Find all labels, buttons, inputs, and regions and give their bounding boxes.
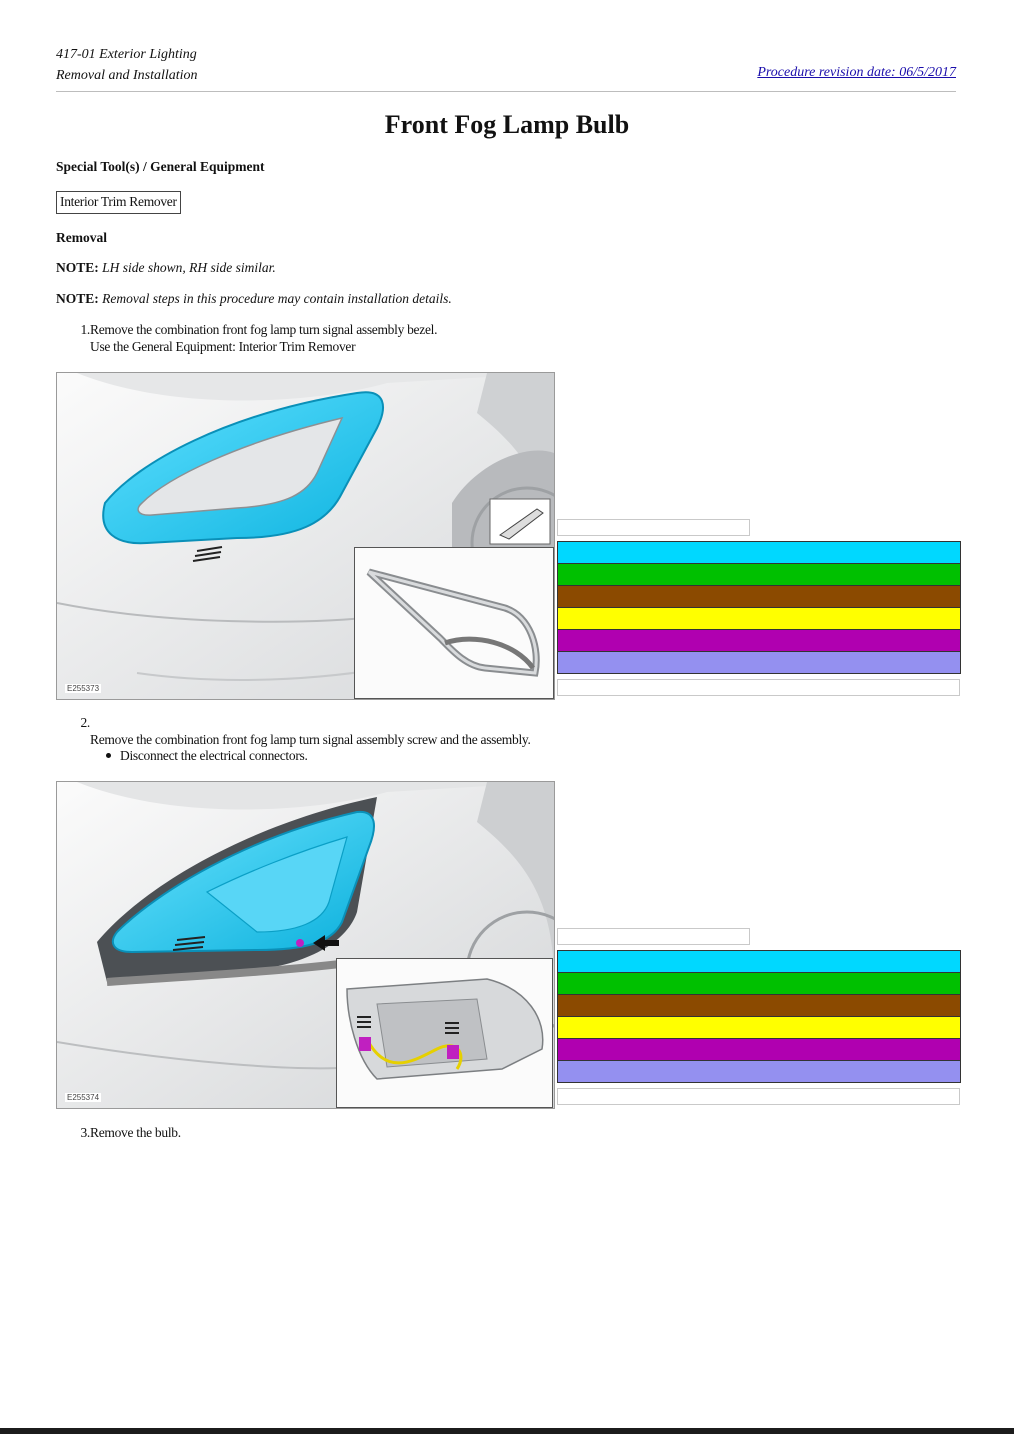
revision-date-link[interactable]: Procedure revision date: 06/5/2017: [757, 65, 956, 80]
legend-2: [557, 928, 960, 1108]
step-3: [56, 1124, 656, 1142]
step-1: [56, 321, 656, 357]
step-number: 3.: [80, 1125, 90, 1140]
page-title: Front Fog Lamp Bulb: [384, 110, 630, 139]
step-2: [56, 714, 656, 750]
legend-swatch-magenta: [557, 1038, 961, 1061]
figure-2: [56, 781, 555, 1109]
figure-1: [56, 372, 555, 700]
legend-swatch-green: [557, 972, 961, 995]
step-detail: Use the General Equipment: Interior Trim Remover: [90, 339, 356, 354]
legend-blank: [557, 928, 750, 945]
legend-swatch-yellow: [557, 607, 961, 630]
legend-blank: [557, 519, 750, 536]
legend-swatch-cyan: [557, 541, 961, 564]
figure-code: E255374: [67, 1093, 100, 1102]
step-2-bullet: [106, 748, 308, 764]
note-1: [56, 260, 276, 276]
bullet-icon: [106, 753, 111, 758]
legend-swatch-green: [557, 563, 961, 586]
removal-heading: Removal: [56, 230, 107, 245]
legend-swatch-lavender: [557, 1060, 961, 1083]
connector-inset: [336, 958, 553, 1108]
connector-marker: [447, 1045, 459, 1059]
legend-swatch-lavender: [557, 651, 961, 674]
legend-1: [557, 519, 960, 699]
legend-swatch-cyan: [557, 950, 961, 973]
screw-marker: [296, 939, 304, 947]
legend-blank: [557, 1088, 960, 1105]
bezel-inset: [354, 547, 554, 699]
note-text: LH side shown, RH side similar.: [102, 260, 276, 275]
note-text: Removal steps in this procedure may contain installation details.: [102, 291, 452, 306]
legend-swatch-magenta: [557, 629, 961, 652]
connector-marker: [359, 1037, 371, 1051]
subsection-title: Removal and Installation: [56, 68, 198, 83]
step-text: Remove the bulb.: [90, 1125, 181, 1140]
note-label: NOTE:: [56, 260, 99, 275]
step-text: Remove the combination front fog lamp turn signal assembly screw and the assembly.: [90, 732, 531, 747]
header-section: [56, 44, 198, 86]
tool-item: Interior Trim Remover: [56, 191, 181, 214]
section-title: 417-01 Exterior Lighting: [56, 47, 197, 62]
figure-code: E255373: [67, 684, 100, 693]
legend-swatch-yellow: [557, 1016, 961, 1039]
legend-swatch-brown: [557, 994, 961, 1017]
legend-blank: [557, 679, 960, 696]
note-2: [56, 291, 452, 307]
step-number: 1.: [80, 322, 90, 337]
header-divider: [56, 91, 956, 92]
legend-swatch-brown: [557, 585, 961, 608]
special-tools-heading: Special Tool(s) / General Equipment: [56, 159, 265, 174]
bullet-text: Disconnect the electrical connectors.: [120, 748, 308, 763]
step-number: 2.: [80, 715, 90, 730]
note-label: NOTE:: [56, 291, 99, 306]
step-text: Remove the combination front fog lamp turn signal assembly bezel.: [90, 322, 438, 337]
viewer-bottom-bar: [0, 1428, 1014, 1434]
